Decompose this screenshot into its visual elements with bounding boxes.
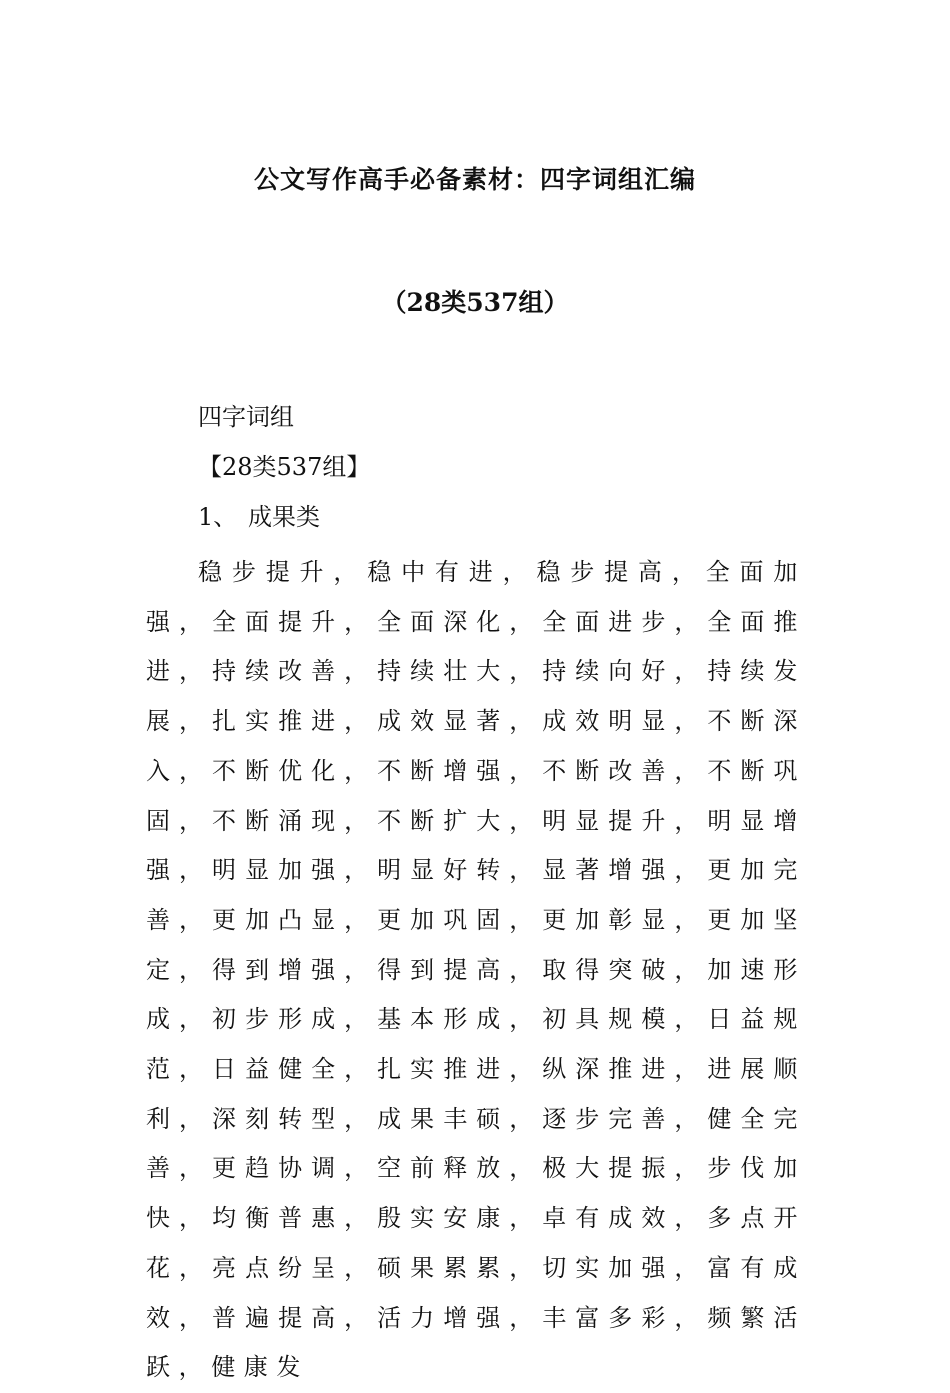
document-subtitle: （28类537组）: [381, 288, 569, 317]
body-paragraph: 稳步提升，稳中有进，稳步提高，全面加强，全面提升，全面深化，全面进步，全面推进，持续改善，持续壮大，持续向好，持续发展，扎实推进，成效显著，成效明显，不断深入，不断优化，不断增强，不断改善，不断巩固，不断涌现，不断扩大，明显提升，明显增强，明显加强，明显好转，显著增强，更加完善，更加凸显，更加巩固，更加彰显，更加坚定，得到增强，得到提高，取得突破，加速形成，初步形成，基本形成，初具规模，日益规范，日益健全，扎实推进，纵深推进，进展顺利，深刻转型，成果丰硕，逐步完善，健全完善，更趋协调，空前释放，极大提振，步伐加快，均衡普惠，殷实安康，卓有成效，多点开花，亮点纷呈，硕果累累，切实加强，富有成效，普遍提高，活力增强，丰富多彩，频繁活跃，健康发: [146, 558, 806, 1382]
category-number: 1、: [198, 503, 238, 531]
category-heading: [198, 497, 320, 532]
section-heading: 四字词组: [198, 403, 294, 431]
document-title: 公文写作高手必备素材：四字词组汇编: [253, 165, 696, 194]
category-label: 成果类: [248, 503, 320, 531]
category-count-label: 【28类537组】: [198, 453, 371, 481]
